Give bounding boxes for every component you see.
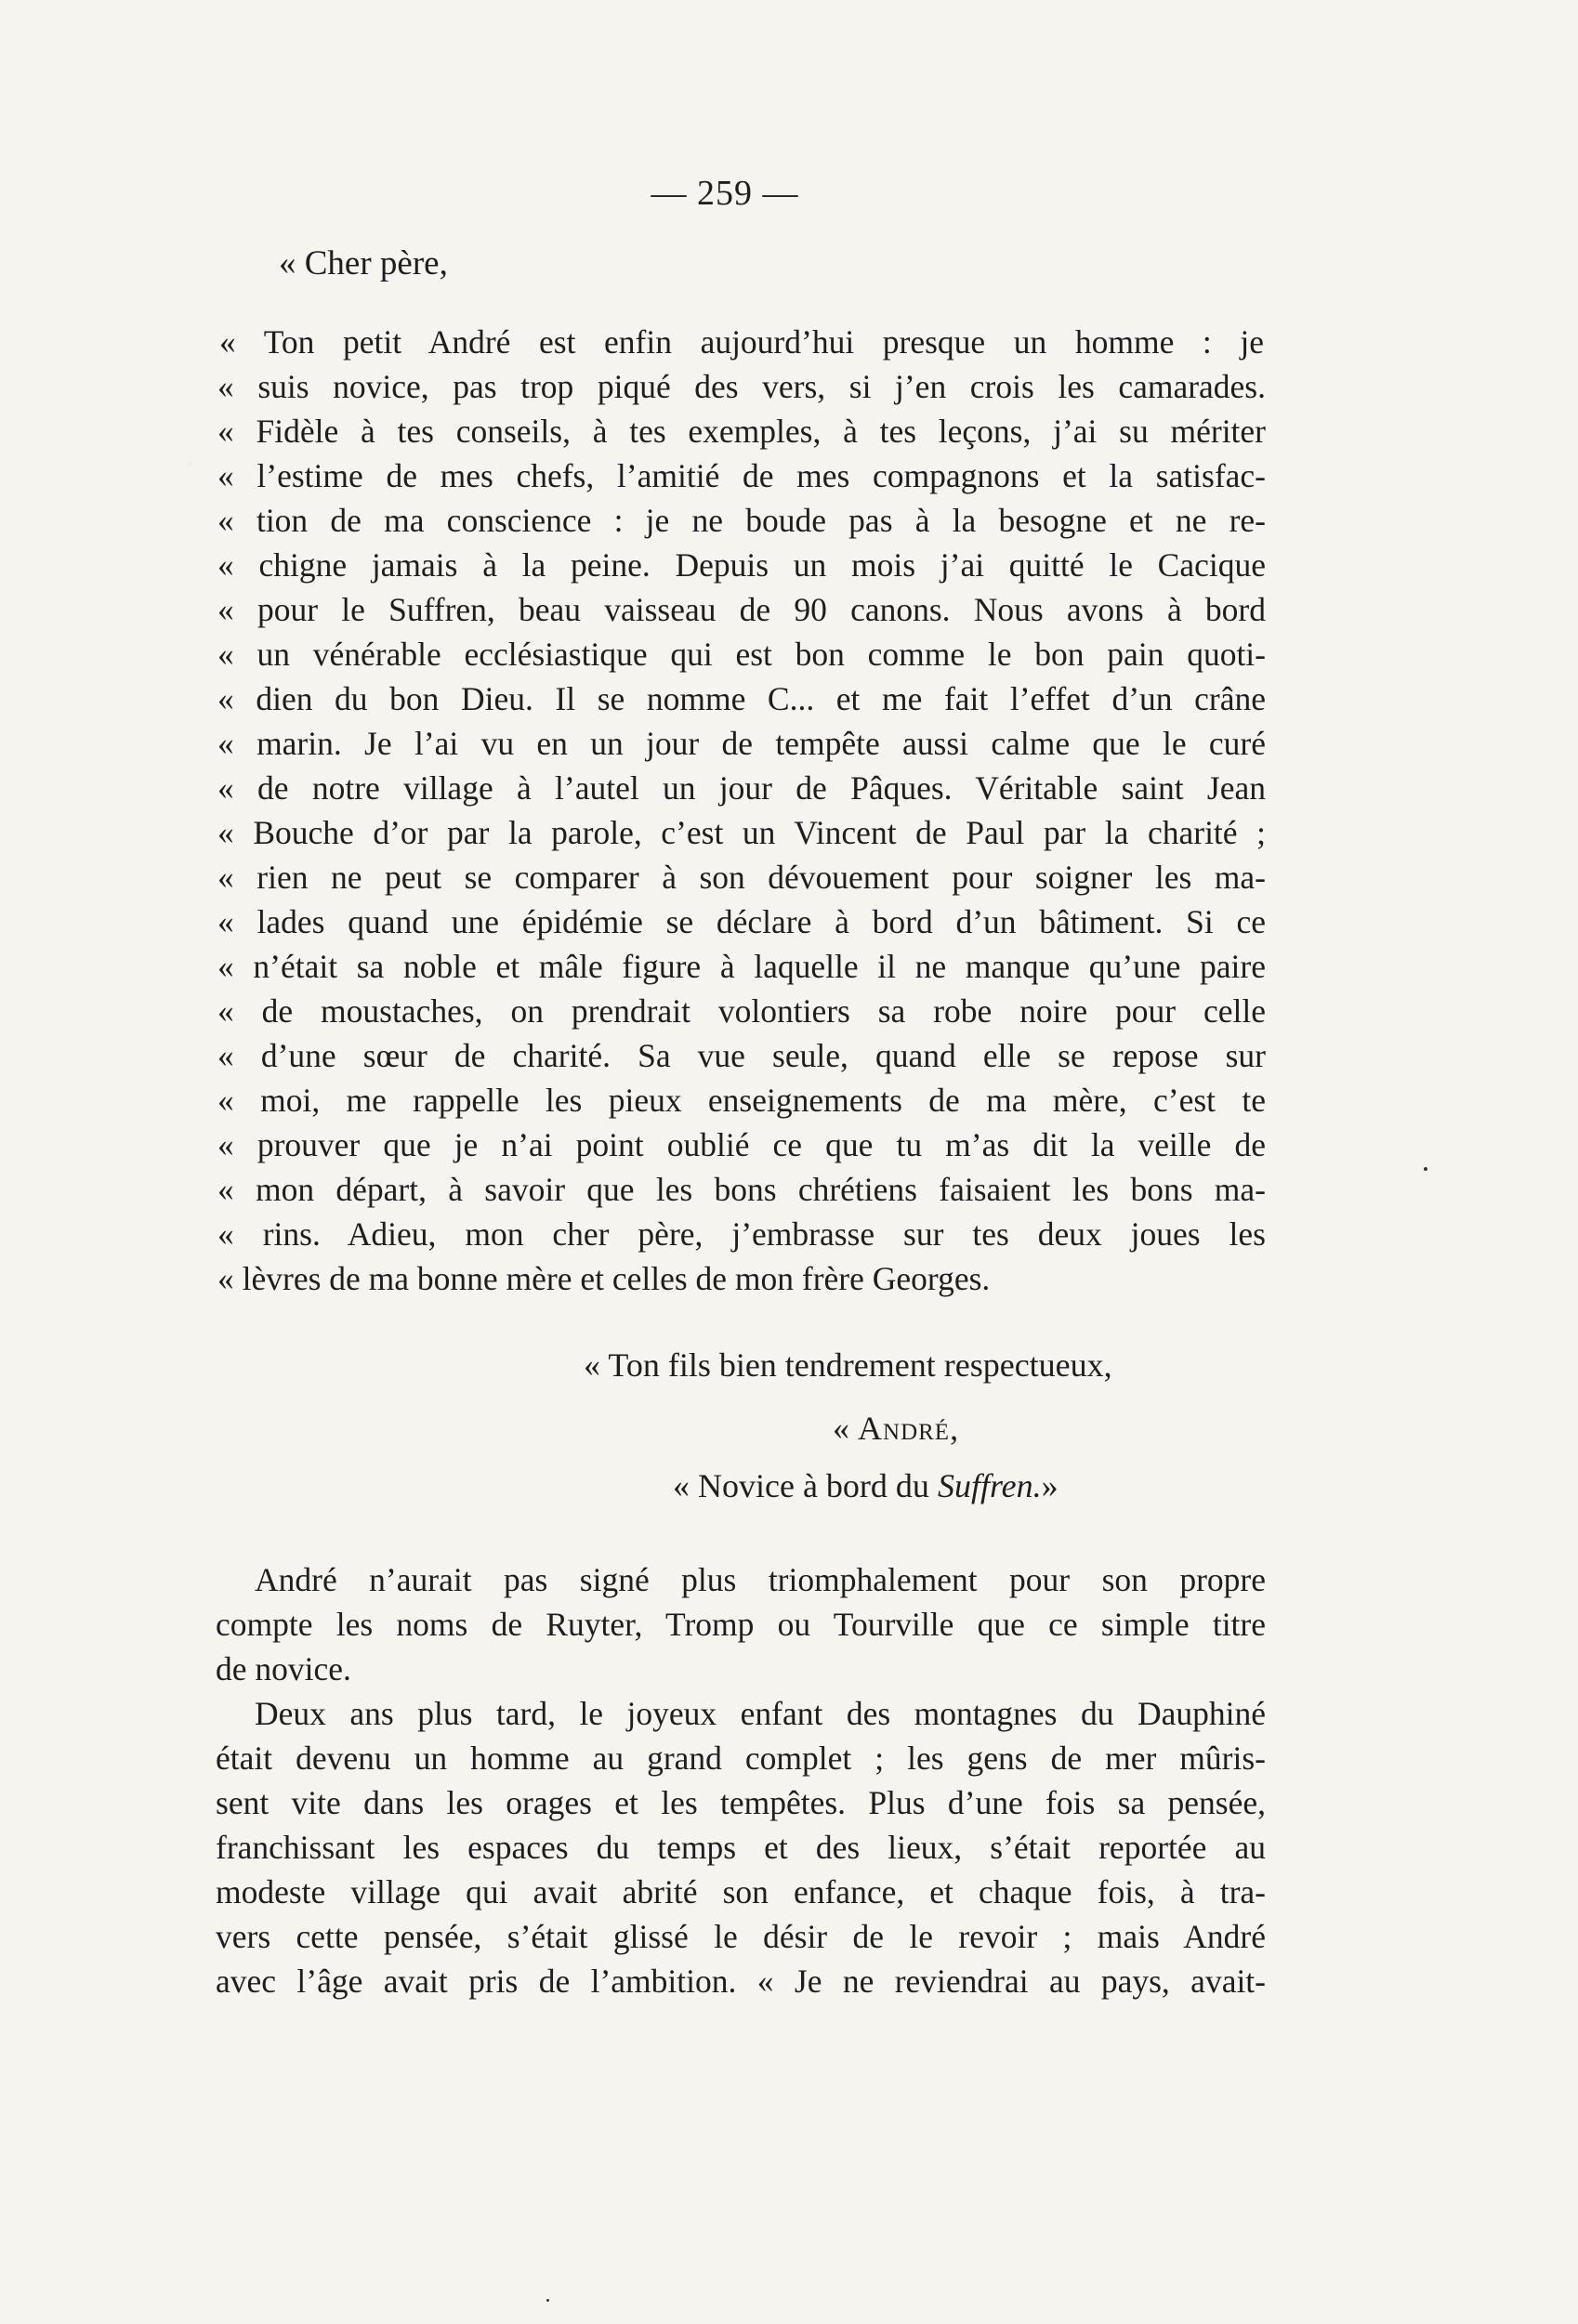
letter-line: « d’une sœur de charité. Sa vue seule, quand elle se repose sur xyxy=(217,1037,1266,1074)
letter-signature: « André, xyxy=(833,1410,960,1447)
letter-line: « suis novice, pas trop piqué des vers, si j’en crois les camarades. xyxy=(217,368,1266,405)
letter-line: « pour le Suffren, beau vaisseau de 90 canons. Nous avons à bord xyxy=(217,591,1266,628)
letter-salutation: « Cher père, xyxy=(279,244,448,282)
narrative-line: Deux ans plus tard, le joyeux enfant des montagnes du Dauphiné xyxy=(255,1695,1266,1732)
letter-line: « rins. Adieu, mon cher père, j’embrasse sur tes deux joues les xyxy=(217,1215,1266,1253)
signature-title-prefix: « Novice à bord du xyxy=(673,1467,938,1504)
narrative-line: était devenu un homme au grand complet ; les gens de mer mûris- xyxy=(216,1740,1266,1777)
narrative-line: avec l’âge avait pris de l’ambition. « Je ne reviendrai au pays, avait- xyxy=(216,1963,1266,2000)
letter-line: « l’estime de mes chefs, l’amitié de mes compagnons et la satisfac- xyxy=(217,457,1266,494)
narrative-line: franchissant les espaces du temps et des lieux, s’était reportée au xyxy=(216,1829,1266,1866)
letter-line: « marin. Je l’ai vu en un jour de tempête aussi calme que le curé xyxy=(217,725,1266,762)
narrative-line: André n’aurait pas signé plus triomphalement pour son propre xyxy=(255,1561,1266,1598)
ship-name: Suffren. xyxy=(937,1467,1042,1504)
letter-line: « Fidèle à tes conseils, à tes exemples, à tes leçons, j’ai su mériter xyxy=(217,413,1266,450)
ink-speck xyxy=(546,2299,549,2302)
letter-line: « un vénérable ecclésiastique qui est bon comme le bon pain quoti- xyxy=(217,636,1266,673)
letter-line: « mon départ, à savoir que les bons chrétiens faisaient les bons ma- xyxy=(217,1171,1266,1208)
letter-line: « rien ne peut se comparer à son dévouement pour soigner les ma- xyxy=(217,859,1266,896)
page-number: — 259 — xyxy=(651,174,799,213)
letter-signature-title xyxy=(673,1466,1059,1505)
letter-line: « n’était sa noble et mâle figure à laquelle il ne manque qu’une paire xyxy=(217,948,1266,985)
letter-line: « de moustaches, on prendrait volontiers sa robe noire pour celle xyxy=(217,992,1266,1030)
letter-line: « de notre village à l’autel un jour de Pâques. Véritable saint Jean xyxy=(217,769,1266,807)
ink-speck xyxy=(1424,1167,1427,1171)
letter-line: « tion de ma conscience : je ne boude pas à la besogne et ne re- xyxy=(217,502,1266,539)
narrative-line: modeste village qui avait abrité son enfance, et chaque fois, à tra- xyxy=(216,1873,1266,1910)
letter-line: « dien du bon Dieu. Il se nomme C... et me fait l’effet d’un crâne xyxy=(217,680,1266,717)
letter-line: « Bouche d’or par la parole, c’est un Vincent de Paul par la charité ; xyxy=(217,814,1266,851)
narrative-line: compte les noms de Ruyter, Tromp ou Tourville que ce simple titre xyxy=(216,1606,1266,1643)
letter-line: « lades quand une épidémie se déclare à bord d’un bâtiment. Si ce xyxy=(217,903,1266,940)
letter-closing: « Ton fils bien tendrement respectueux, xyxy=(584,1346,1112,1384)
letter-line: « Ton petit André est enfin aujourd’hui presque un homme : je xyxy=(219,323,1264,361)
narrative-line: vers cette pensée, s’était glissé le désir de le revoir ; mais André xyxy=(216,1918,1266,1955)
letter-line: « prouver que je n’ai point oublié ce que tu m’as dit la veille de xyxy=(217,1126,1266,1163)
letter-line: « moi, me rappelle les pieux enseignements de ma mère, c’est te xyxy=(217,1082,1266,1119)
narrative-line: sent vite dans les orages et les tempêtes. Plus d’une fois sa pensée, xyxy=(216,1784,1266,1821)
signature-title-suffix: » xyxy=(1041,1467,1059,1504)
narrative-line: de novice. xyxy=(216,1650,351,1687)
letter-line: « lèvres de ma bonne mère et celles de mon frère Georges. xyxy=(217,1260,991,1297)
letter-line: « chigne jamais à la peine. Depuis un mois j’ai quitté le Cacique xyxy=(217,546,1266,584)
